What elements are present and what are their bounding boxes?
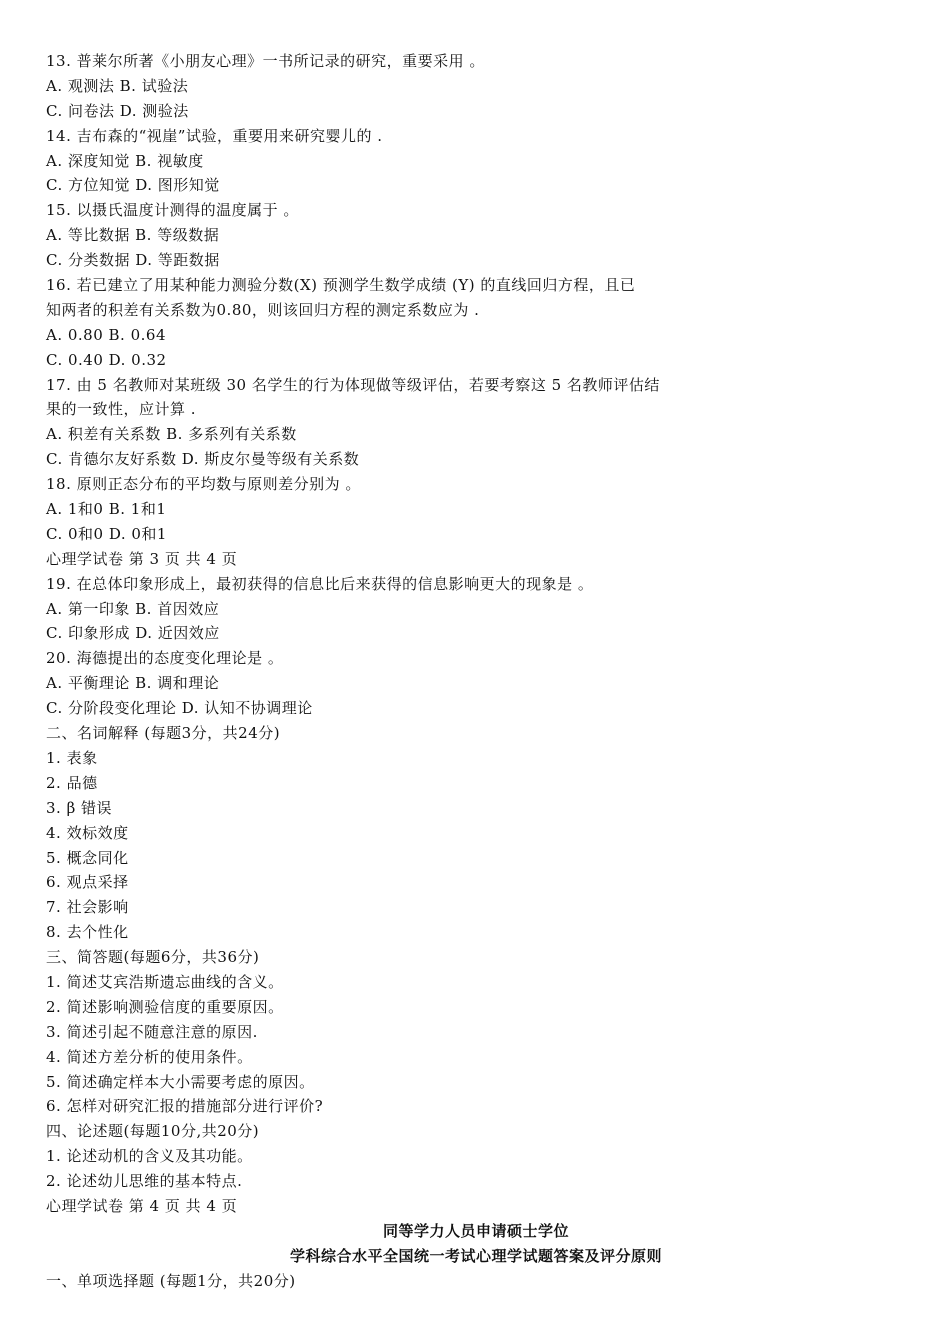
document-page <box>46 49 906 1294</box>
text-line: A. 观测法 B. 试验法 <box>46 76 189 95</box>
section-heading: 一、单项选择题 (每题1分，共20分) <box>46 1271 296 1290</box>
text-line: C. 0.40 D. 0.32 <box>46 350 167 369</box>
text-line: 三、简答题(每题6分，共36分) <box>46 948 260 967</box>
text-line: 1. 简述艾宾浩斯遗忘曲线的含义。 <box>46 972 284 991</box>
text-line: 2. 简述影响测验信度的重要原因。 <box>46 997 284 1016</box>
text-line: 四、论述题(每题10分,共20分) <box>46 1122 260 1141</box>
text-line: 6. 怎样对研究汇报的措施部分进行评价? <box>46 1097 324 1116</box>
text-line: 8. 去个性化 <box>46 923 129 942</box>
text-line: 7. 社会影响 <box>46 898 129 917</box>
answer-title: 同等学力人员申请硕士学位 <box>382 1221 569 1240</box>
text-line: 1. 表象 <box>46 748 98 767</box>
text-line: 15. 以摄氏温度计测得的温度属于 。 <box>46 201 299 220</box>
text-line: C. 肯德尔友好系数 D. 斯皮尔曼等级有关系数 <box>46 450 360 469</box>
text-line: A. 积差有关系数 B. 多系列有关系数 <box>46 425 297 444</box>
text-line: 果的一致性，应计算 . <box>46 400 197 419</box>
text-line: 1. 论述动机的含义及其功能。 <box>46 1147 253 1166</box>
text-line: 4. 简述方差分析的使用条件。 <box>46 1047 253 1066</box>
text-line: 2. 品德 <box>46 773 98 792</box>
text-line: 知两者的积差有关系数为0.80，则该回归方程的测定系数应为 . <box>46 300 480 319</box>
text-line: A. 深度知觉 B. 视敏度 <box>46 151 204 170</box>
text-line: 二、名词解释 (每题3分，共24分) <box>46 724 281 743</box>
answer-subtitle: 学科综合水平全国统一考试心理学试题答案及评分原则 <box>289 1246 662 1265</box>
text-line: C. 分阶段变化理论 D. 认知不协调理论 <box>46 699 313 718</box>
text-line: A. 等比数据 B. 等级数据 <box>46 226 220 245</box>
text-line: 5. 概念同化 <box>46 848 129 867</box>
document-body <box>46 49 906 1219</box>
text-line: C. 方位知觉 D. 图形知觉 <box>46 176 220 195</box>
text-line: 6. 观点采择 <box>46 873 129 892</box>
text-line: 5. 简述确定样本大小需要考虑的原因。 <box>46 1072 315 1091</box>
text-line: 17. 由 5 名教师对某班级 30 名学生的行为体现做等级评估，若要考察这 5 名教师评估结 <box>46 375 660 394</box>
text-line: 3. 简述引起不随意注意的原因. <box>46 1022 258 1041</box>
text-line: 心理学试卷 第 4 页 共 4 页 <box>46 1196 238 1215</box>
text-line: 4. 效标效度 <box>46 823 129 842</box>
text-line: 心理学试卷 第 3 页 共 4 页 <box>46 549 238 568</box>
text-line: A. 平衡理论 B. 调和理论 <box>46 674 220 693</box>
text-line: 16. 若已建立了用某种能力测验分数(X) 预测学生数学成绩 (Y) 的直线回归方程，且已 <box>46 276 636 295</box>
text-line: A. 0.80 B. 0.64 <box>46 325 166 344</box>
text-line: 18. 原则正态分布的平均数与原则差分别为 。 <box>46 475 361 494</box>
text-line: 2. 论述幼儿思维的基本特点. <box>46 1172 243 1191</box>
text-line: C. 分类数据 D. 等距数据 <box>46 251 220 270</box>
text-line: A. 1和0 B. 1和1 <box>46 500 167 519</box>
text-line: C. 0和0 D. 0和1 <box>46 524 167 543</box>
text-line: 14. 吉布森的“视崖”试验，重要用来研究婴儿的 . <box>46 126 383 145</box>
text-line: 3. β 错误 <box>46 798 113 817</box>
text-line: 19. 在总体印象形成上，最初获得的信息比后来获得的信息影响更大的现象是 。 <box>46 574 594 593</box>
text-line: C. 印象形成 D. 近因效应 <box>46 624 220 643</box>
text-line: 13. 普莱尔所著《小朋友心理》一书所记录的研究，重要采用 。 <box>46 52 485 70</box>
text-line: 20. 海德提出的态度变化理论是 。 <box>46 649 284 668</box>
text-line: A. 第一印象 B. 首因效应 <box>46 599 220 618</box>
text-line: C. 问卷法 D. 测验法 <box>46 101 189 120</box>
